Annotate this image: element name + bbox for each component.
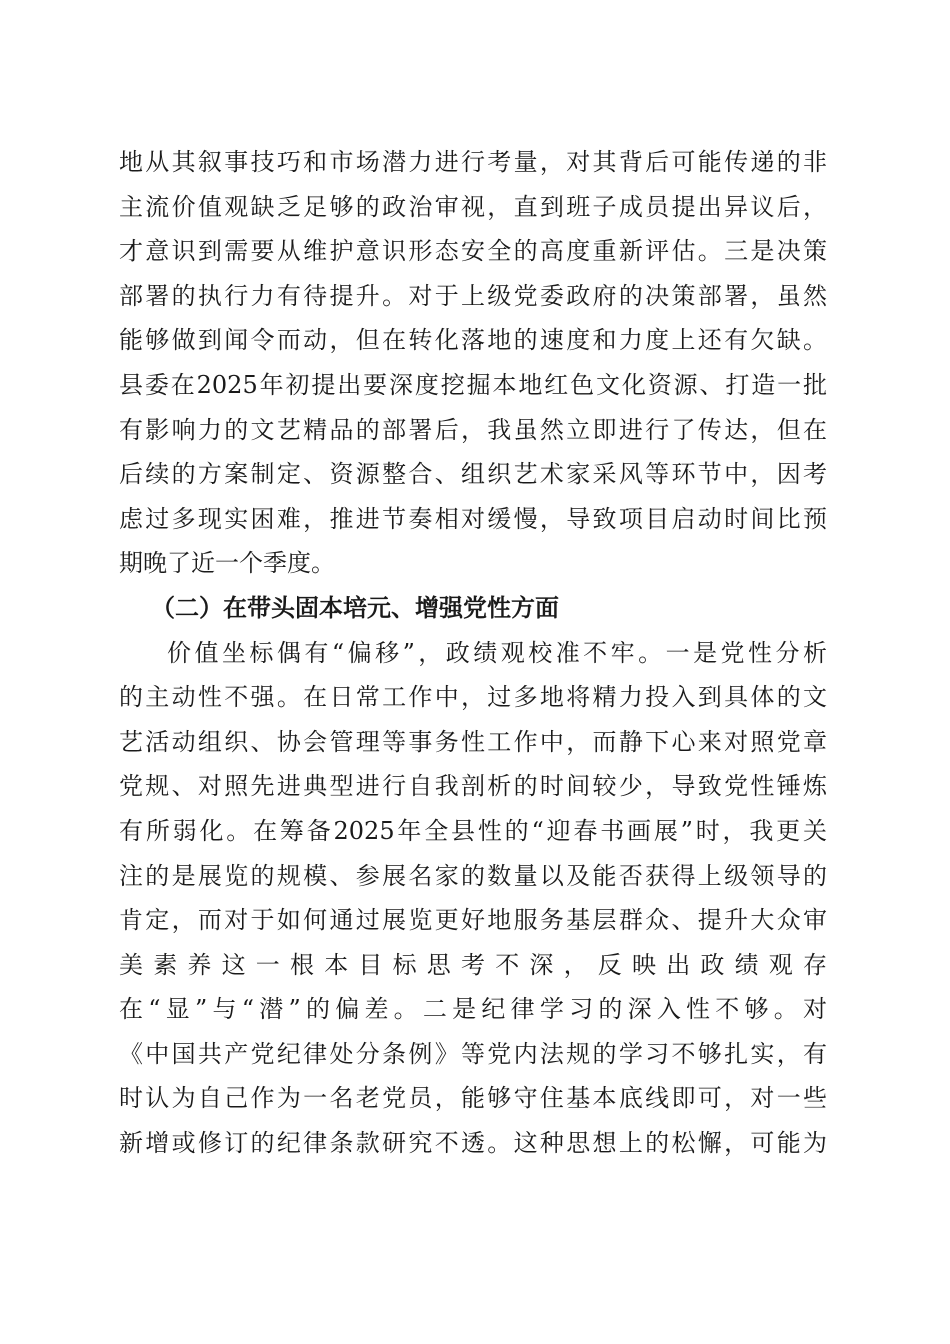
- text-line: 时认为自己作为一名老党员，能够守住基本底线即可，对一些: [119, 1084, 827, 1113]
- paragraph-first-line: 价值坐标偶有“偏移”，政绩观校准不牢。一是党性分析: [167, 638, 827, 667]
- section-heading: （二）在带头固本培元、增强党性方面: [151, 592, 559, 622]
- text-line: 虑过多现实困难，推进节奏相对缓慢，导致项目启动时间比预: [119, 504, 827, 533]
- text-line: 有所弱化。在筹备2025年全县性的“迎春书画展”时，我更关: [119, 816, 827, 845]
- text-line: 主流价值观缺乏足够的政治审视，直到班子成员提出异议后，: [119, 192, 827, 221]
- text-line: 《中国共产党纪律处分条例》等党内法规的学习不够扎实，有: [119, 1039, 827, 1068]
- text-line: 肯定，而对于如何通过展览更好地服务基层群众、提升大众审: [119, 906, 827, 935]
- text-line: 的主动性不强。在日常工作中，过多地将精力投入到具体的文: [119, 683, 827, 712]
- document-body: [119, 140, 827, 1166]
- text-line: 能够做到闻令而动，但在转化落地的速度和力度上还有欠缺。: [119, 326, 827, 355]
- text-line: 在“显”与“潜”的偏差。二是纪律学习的深入性不够。对: [119, 995, 827, 1024]
- text-line: 党规、对照先进典型进行自我剖析的时间较少，导致党性锤炼: [119, 772, 827, 801]
- text-line: 后续的方案制定、资源整合、组织艺术家采风等环节中，因考: [119, 460, 827, 489]
- text-line: 才意识到需要从维护意识形态安全的高度重新评估。三是决策: [119, 237, 827, 266]
- text-line: 注的是展览的规模、参展名家的数量以及能否获得上级领导的: [119, 861, 827, 890]
- text-line: 地从其叙事技巧和市场潜力进行考量，对其背后可能传递的非: [119, 148, 827, 176]
- text-line: 部署的执行力有待提升。对于上级党委政府的决策部署，虽然: [119, 281, 827, 310]
- paragraph-end-line: 期晚了近一个季度。: [119, 549, 335, 578]
- text-line: 县委在2025年初提出要深度挖掘本地红色文化资源、打造一批: [119, 370, 827, 399]
- text-line: 艺活动组织、协会管理等事务性工作中，而静下心来对照党章: [119, 727, 827, 756]
- text-line: 美素养这一根本目标思考不深，反映出政绩观存: [119, 950, 827, 979]
- text-line: 有影响力的文艺精品的部署后，我虽然立即进行了传达，但在: [119, 415, 827, 444]
- text-line: 新增或修订的纪律条款研究不透。这种思想上的松懈，可能为: [119, 1129, 827, 1158]
